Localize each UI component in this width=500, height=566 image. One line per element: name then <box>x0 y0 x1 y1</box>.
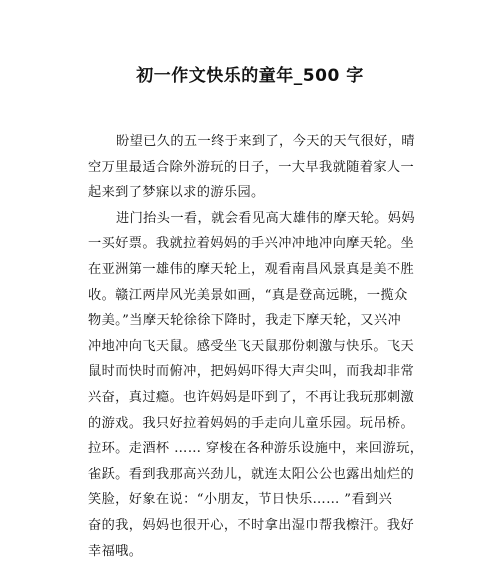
document-title: 初一作文快乐的童年_500 字 <box>136 66 364 86</box>
body-line: 幸福哦。 <box>88 543 143 559</box>
body-line: 冲地冲向飞天鼠。感受坐飞天鼠那份刺激与快乐。飞天 <box>88 338 415 354</box>
body-line: 雀跃。看到我那高兴劲儿，就连太阳公公也露出灿烂的 <box>88 466 415 482</box>
body-line: 盼望已久的五一终于来到了，今天的天气很好，晴 <box>116 134 415 149</box>
body-line: 起来到了梦寐以求的游乐园。 <box>88 185 265 201</box>
body-line: 笑脸，好象在说：“小朋友，节日快乐…… ”看到兴 <box>88 492 393 508</box>
body-line: 一买好票。我就拉着妈妈的手兴冲冲地冲向摩天轮。坐 <box>88 236 415 252</box>
body-line: 收。赣江两岸风光美景如画，“真是登高远眺，一揽众 <box>88 287 408 303</box>
document-body <box>88 129 423 564</box>
body-line: 进门抬头一看，就会看见高大雄伟的摩天轮。妈妈 <box>116 210 415 226</box>
body-line: 物美。”当摩天轮徐徐下降时，我走下摩天轮，又兴冲 <box>88 313 402 329</box>
body-line: 拉环。走酒杯 …… 穿梭在各种游乐设施中，来回游玩， <box>88 441 424 457</box>
body-line: 在亚洲第一雄伟的摩天轮上，观看南昌风景真是美不胜 <box>88 261 415 277</box>
body-line: 奋的我，妈妈也很开心，不时拿出湿巾帮我檫汗。我好 <box>88 517 415 533</box>
body-line: 鼠时而快时而俯冲，把妈妈吓得大声尖叫，而我却非常 <box>88 364 415 380</box>
body-line: 兴奋，真过瘾。也许妈妈是吓到了，不再让我玩那刺激 <box>88 389 415 405</box>
body-line: 空万里最适合除外游玩的日子，一大早我就随着家人一 <box>88 159 415 175</box>
body-line: 的游戏。我只好拉着妈妈的手走向儿童乐园。玩吊桥。 <box>88 415 415 431</box>
